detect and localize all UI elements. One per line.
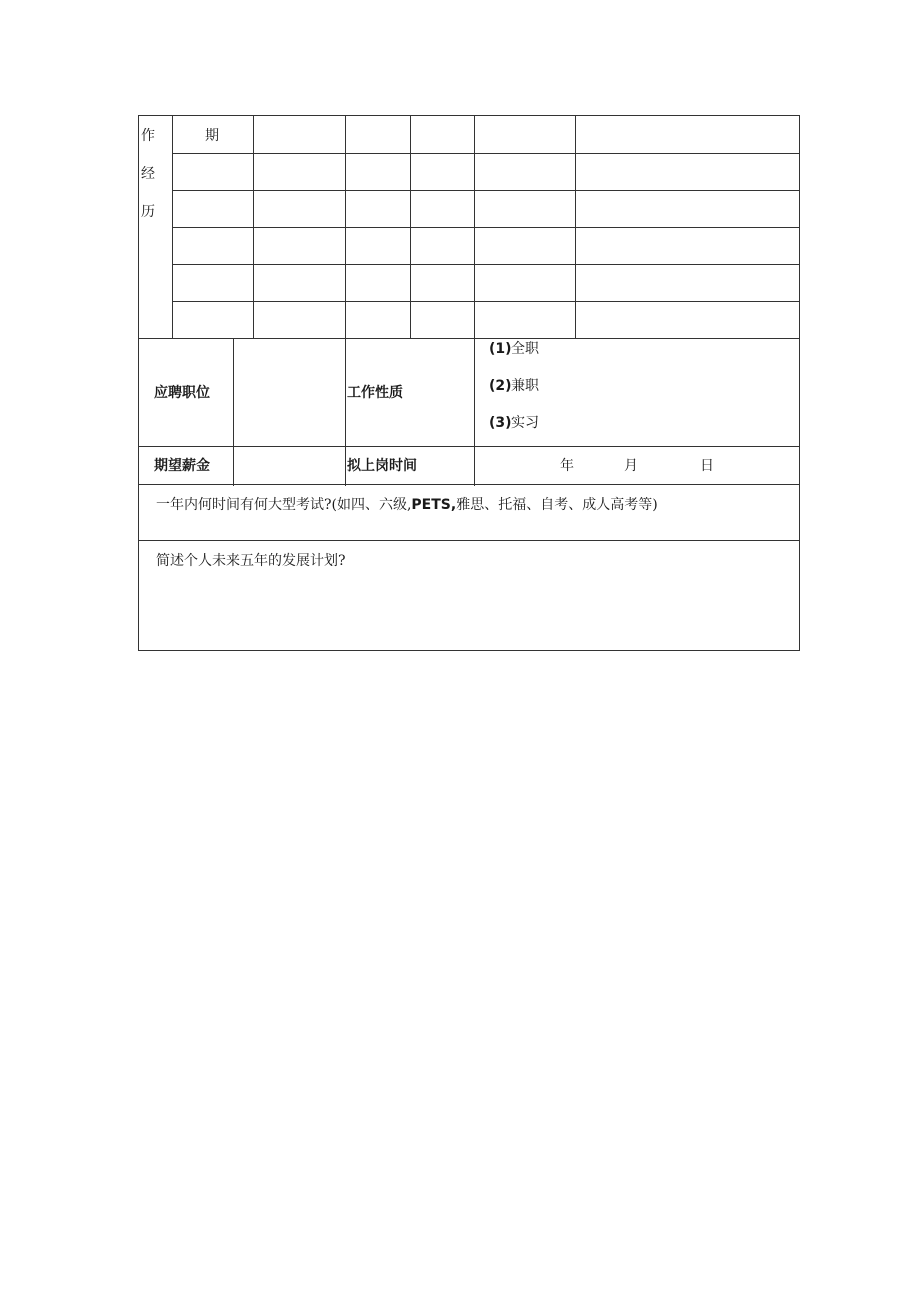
option-text: 兼职 <box>511 378 539 394</box>
work-type-option-parttime[interactable] <box>489 377 569 397</box>
work-type-option-internship[interactable] <box>489 414 569 434</box>
history-side-label-char-3: 历 <box>141 204 155 220</box>
position-input[interactable] <box>234 339 344 446</box>
history-row-line-2 <box>172 190 800 191</box>
table-border-right <box>799 115 800 651</box>
option-number: (1) <box>489 341 512 357</box>
plan-answer-input[interactable] <box>140 575 798 648</box>
option-text: 实习 <box>511 415 539 431</box>
section-divider-exam <box>138 484 800 485</box>
option-number: (3) <box>489 415 512 431</box>
history-row-line-5 <box>172 301 800 302</box>
history-row-line-3 <box>172 227 800 228</box>
position-label: 应聘职位 <box>154 385 210 401</box>
date-day-label: 日 <box>700 458 714 474</box>
history-col-line-1 <box>172 115 173 338</box>
exam-question-suffix: 雅思、托福、自考、成人高考等) <box>456 497 658 513</box>
date-month-label: 月 <box>624 458 638 474</box>
work-type-option-fulltime[interactable] <box>489 340 569 360</box>
history-col-line-6 <box>575 115 576 338</box>
history-row-line-1 <box>172 153 800 154</box>
history-row-line-4 <box>172 264 800 265</box>
section-divider-plan <box>138 540 800 541</box>
exam-answer-input[interactable] <box>140 515 798 539</box>
table-border-left <box>138 115 139 651</box>
history-col-line-2 <box>253 115 254 338</box>
option-number: (2) <box>489 378 512 394</box>
table-border-bottom <box>138 650 800 651</box>
exam-question-prefix: 一年内何时间有何大型考试?(如四、六级, <box>156 497 412 513</box>
plan-question: 简述个人未来五年的发展计划? <box>156 553 346 569</box>
salary-label: 期望薪金 <box>154 458 210 474</box>
history-side-label-char-2: 经 <box>141 166 155 182</box>
exam-question-emphasis: PETS, <box>411 497 457 513</box>
history-period-header: 期 <box>205 128 219 144</box>
option-text: 全职 <box>511 341 539 357</box>
salary-input[interactable] <box>234 447 344 484</box>
work-type-label: 工作性质 <box>347 385 403 401</box>
date-year-label: 年 <box>560 458 574 474</box>
history-col-line-5 <box>474 115 475 338</box>
history-col-line-3 <box>345 115 346 338</box>
history-side-label-char-1: 作 <box>141 128 155 144</box>
exam-question <box>156 496 658 514</box>
start-date-label: 拟上岗时间 <box>347 458 417 474</box>
application-form-table <box>138 115 800 651</box>
position-col-line-2 <box>345 338 346 486</box>
table-border-top <box>138 115 800 116</box>
history-col-line-4 <box>410 115 411 338</box>
